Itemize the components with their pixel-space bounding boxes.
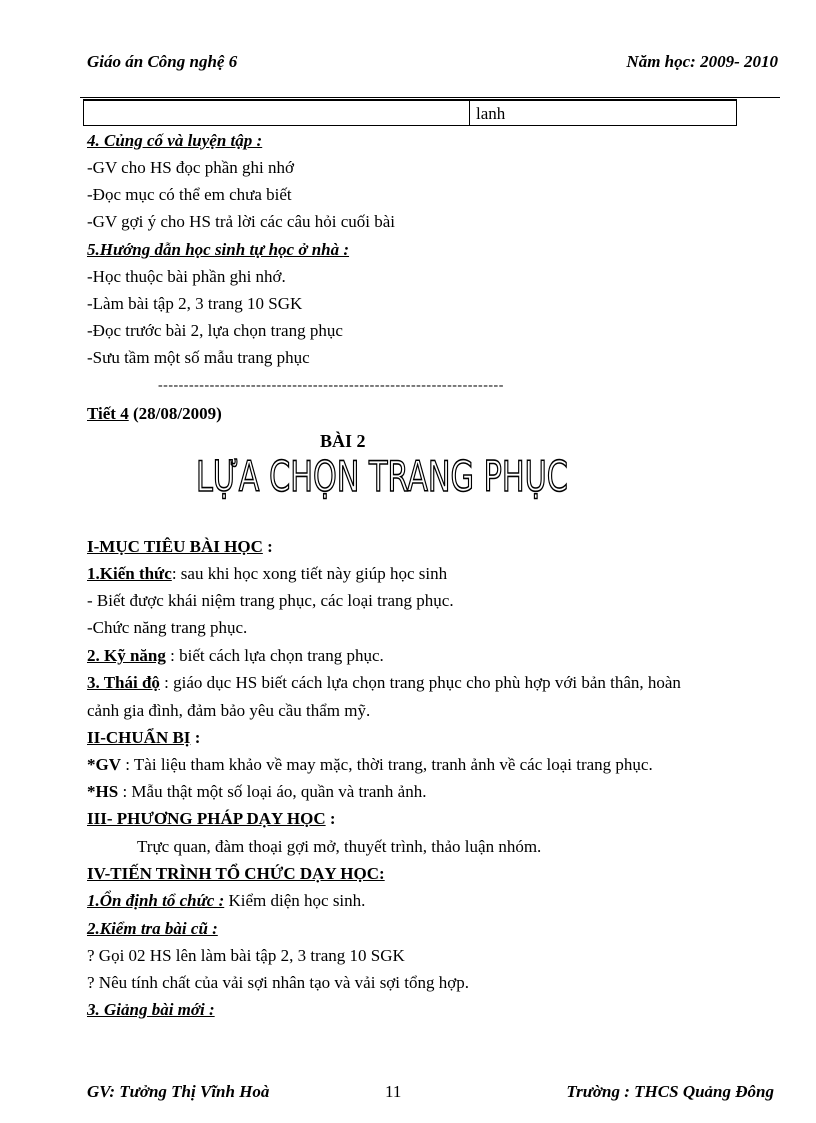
thaido-line-2: cảnh gia đình, đảm bảo yêu cầu thẩm mỹ. (87, 701, 371, 720)
kynang-text: : biết cách lựa chọn trang phục. (165, 646, 384, 665)
tiet-label: Tiết 4 (87, 404, 129, 423)
part4-title: IV-TIẾN TRÌNH TỔ CHỨC DẠY HỌC: (87, 864, 385, 883)
section4-line-3: -GV gợi ý cho HS trả lời các câu hỏi cuối bài (87, 212, 396, 231)
divider: ------------------------------------------------------------------- (158, 378, 504, 393)
section4-title: 4. Củng cố và luyện tập : (87, 131, 263, 150)
tiet-date: (28/08/2009) (128, 404, 222, 423)
ondinh-text: Kiểm diện học sinh. (224, 891, 366, 910)
section5-line-1: -Học thuộc bài phần ghi nhớ. (87, 267, 286, 286)
section4-line-2: -Đọc mục có thể em chưa biết (87, 185, 292, 204)
kienthuc-line (87, 564, 447, 584)
part2-title-suffix: : (190, 728, 201, 747)
lesson-heading (87, 404, 222, 424)
header-rule (80, 97, 780, 98)
gv-line (87, 755, 653, 775)
kynang-line (87, 646, 384, 666)
question-2: ? Nêu tính chất của vải sợi nhân tạo và vải sợi tổng hợp. (87, 973, 469, 992)
thaido-text: : giáo dục HS biết cách lựa chọn trang phục cho phù hợp với bản thân, hoàn (159, 673, 681, 692)
section5-line-4: -Sưu tầm một số mẫu trang phục (87, 348, 310, 367)
header-right: Năm học: 2009- 2010 (626, 52, 778, 71)
part3-title: III- PHƯƠNG PHÁP DẠY HỌC (87, 809, 326, 828)
section4-line-1: -GV cho HS đọc phần ghi nhớ (87, 158, 294, 177)
hs-text: : Mẫu thật một số loại áo, quần và tranh ảnh. (118, 782, 427, 801)
thaido-line (87, 673, 681, 693)
gv-label: *GV (87, 755, 121, 774)
ondinh-label: 1.Ổn định tổ chức : (87, 891, 225, 910)
part3-title-suffix: : (325, 809, 336, 828)
table-fragment (83, 99, 737, 126)
section5-title: 5.Hướng dẫn học sinh tự học ở nhà : (87, 240, 350, 259)
kynang-label: 2. Kỹ năng (87, 646, 166, 665)
ondinh-line (87, 891, 365, 911)
part1-title-suffix: : (262, 537, 273, 556)
kienthuc-text: : sau khi học xong tiết này giúp học sinh (171, 564, 448, 583)
lesson-title: LỰA CHỌN TRANG PHỤC (196, 452, 568, 501)
hs-label: *HS (87, 782, 119, 801)
footer-school: Trường : THCS Quảng Đông (566, 1082, 774, 1101)
question-1: ? Gọi 02 HS lên làm bài tập 2, 3 trang 10 SGK (87, 946, 405, 965)
giang-label: 3. Giảng bài mới : (87, 1000, 215, 1019)
hs-line (87, 782, 426, 802)
page-number: 11 (385, 1082, 402, 1101)
footer-teacher: GV: Tưởng Thị Vĩnh Hoà (87, 1082, 270, 1101)
part3-text: Trực quan, đàm thoại gợi mở, thuyết trình, thảo luận nhóm. (137, 837, 542, 856)
section5-line-2: -Làm bài tập 2, 3 trang 10 SGK (87, 294, 303, 313)
table-divider (469, 101, 470, 125)
kiemtra-label: 2.Kiểm tra bài cũ : (87, 919, 218, 938)
part2-title: II-CHUẨN BỊ (87, 728, 191, 747)
part3-title-line (87, 809, 336, 829)
part1-title: I-MỤC TIÊU BÀI HỌC (87, 537, 263, 556)
kienthuc-line-1: - Biết được khái niệm trang phục, các loại trang phục. (87, 591, 454, 610)
kienthuc-line-2: -Chức năng trang phục. (87, 618, 248, 637)
kienthuc-label: 1.Kiến thức (87, 564, 172, 583)
bai-label: BÀI 2 (320, 431, 366, 451)
gv-text: : Tài liệu tham khảo về may mặc, thời trang, tranh ảnh về các loại trang phục. (121, 755, 653, 774)
part1-title-line (87, 537, 273, 557)
part2-title-line (87, 728, 200, 748)
thaido-label: 3. Thái độ (87, 673, 160, 692)
header-left: Giáo án Công nghệ 6 (87, 52, 238, 71)
table-cell: lanh (476, 104, 506, 123)
section5-line-3: -Đọc trước bài 2, lựa chọn trang phục (87, 321, 343, 340)
